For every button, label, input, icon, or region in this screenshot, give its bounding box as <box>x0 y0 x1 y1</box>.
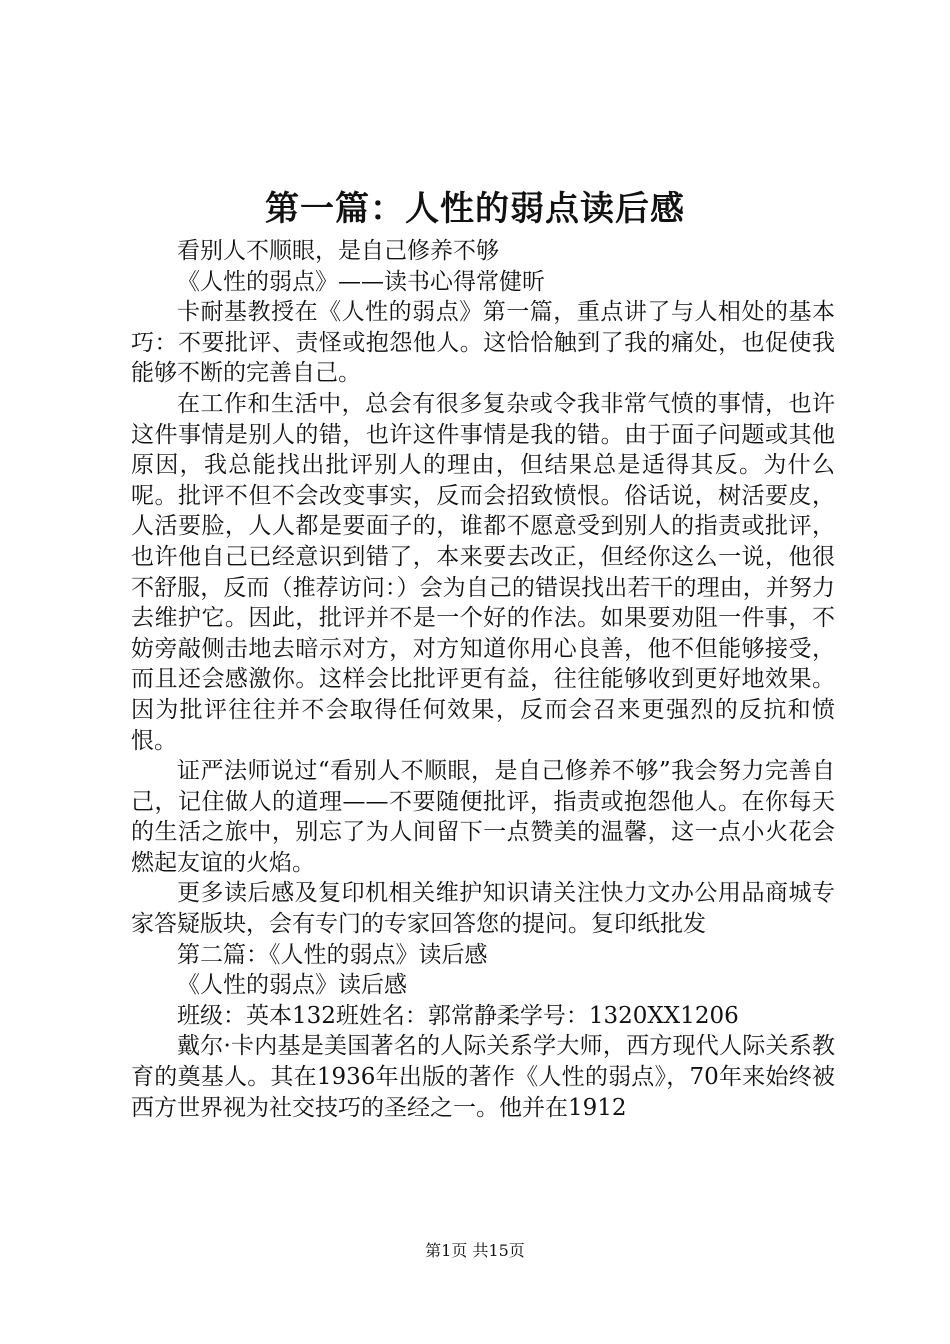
paragraph: 戴尔·卡内基是美国著名的人际关系学大师，西方现代人际关系教育的奠基人。其在1936年出版的著作《人性的弱点》，70年来始终被西方世界视为社交技巧的圣经之一。他并在1912 <box>131 1033 835 1121</box>
paragraph: 《人性的弱点》读后感 <box>177 972 407 999</box>
paragraph: 证严法师说过“看别人不顺眼，是自己修养不够”我会努力完善自己，记住做人的道理——不要随便批评，指责或抱怨他人。在你每天的生活之旅中，别忘了为人间留下一点赞美的温馨，这一点小火花会燃起友谊的火焰。 <box>131 758 835 876</box>
paragraph: 在工作和生活中，总会有很多复杂或令我非常气愤的事情，也许这件事情是别人的错，也许这件事情是我的错。由于面子问题或其他原因，我总能找出批评别人的理由，但结果总是适得其反。为什么呢。批评不但不会改变事实，反而会招致愤恨。俗话说，树活要皮，人活要脸，人人都是要面子的，谁都不愿意受到别人的指责或批评，也许他自己已经意识到错了，本来要去改正，但经你这么一说，他很不舒服，反而（推荐访问：）会为自己的错误找出若干的理由，并努力去维护它。因此，批评并不是一个好的作法。如果要劝阻一件事，不妨旁敲侧击地去暗示对方，对方知道你用心良善，他不但能够接受，而且还会感激你。这样会比批评更有益，往往能够收到更好地效果。因为批评往往并不会取得任何效果，反而会召来更强烈的反抗和愤恨。 <box>131 390 835 754</box>
paragraph: 卡耐基教授在《人性的弱点》第一篇，重点讲了与人相处的基本巧：不要批评、责怪或抱怨他人。这恰恰触到了我的痛处，也促使我能够不断的完善自己。 <box>131 299 835 387</box>
document-body <box>131 236 835 1123</box>
document-title: 第一篇：人性的弱点读后感 <box>265 189 685 229</box>
paragraph: 看别人不顺眼，是自己修养不够 <box>177 238 499 264</box>
paragraph: 《人性的弱点》——读书心得常健昕 <box>177 268 545 295</box>
page-footer: 第1页 共15页 <box>425 1241 525 1260</box>
paragraph: 更多读后感及复印机相关维护知识请关注快力文办公用品商城专家答疑版块，会有专门的专家回答您的提问。复印纸批发 <box>131 880 835 938</box>
paragraph: 班级：英本132班姓名：郭常静柔学号：1320XX1206 <box>177 1002 739 1029</box>
section-heading: 第二篇：《人性的弱点》读后感 <box>177 941 488 968</box>
